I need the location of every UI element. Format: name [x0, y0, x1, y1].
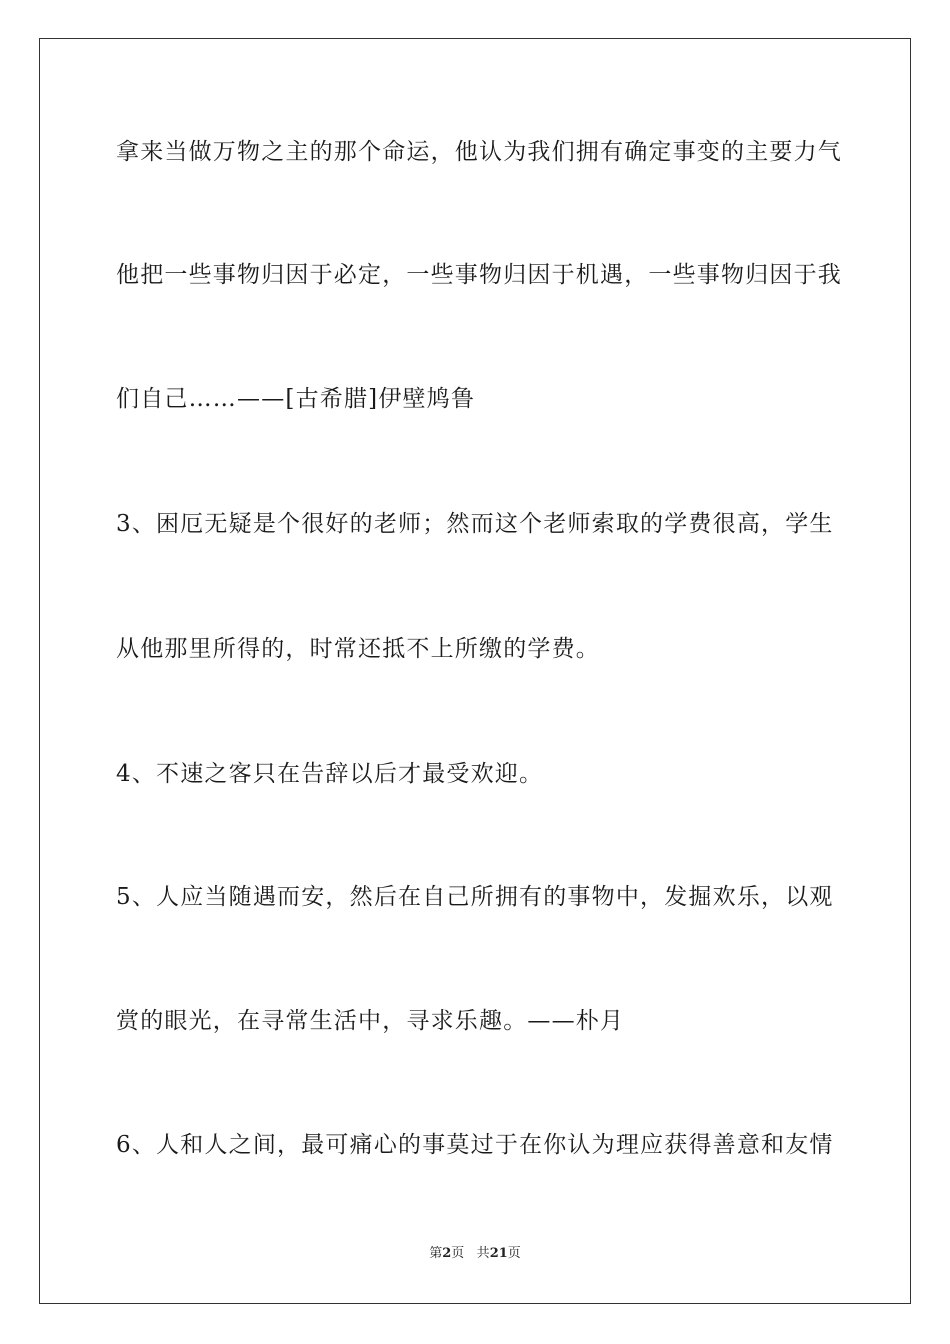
page-border: [39, 38, 911, 1304]
body-text-line-9: 6、人和人之间，最可痛心的事莫过于在你认为理应获得善意和友情: [116, 1132, 834, 1158]
footer-page-number: 2: [442, 1246, 452, 1261]
body-text-line-6: 4、不速之客只在告辞以后才最受欢迎。: [116, 761, 544, 787]
footer-total-pages: 21: [489, 1246, 508, 1261]
body-text-line-1: 拿来当做万物之主的那个命运，他认为我们拥有确定事变的主要力气: [116, 139, 842, 165]
footer-page-suffix: 页: [451, 1246, 465, 1261]
footer-page-prefix: 第: [429, 1246, 443, 1261]
body-text-line-4: 3、困厄无疑是个很好的老师；然而这个老师索取的学费很高，学生: [116, 511, 834, 537]
page-footer: [0, 1245, 950, 1263]
footer-total-suffix: 页: [507, 1246, 521, 1261]
body-text-line-8: 赏的眼光，在寻常生活中，寻求乐趣。——朴月: [116, 1008, 625, 1034]
footer-total-prefix: 共: [476, 1246, 490, 1261]
body-text-line-7: 5、人应当随遇而安，然后在自己所拥有的事物中，发掘欢乐，以观: [116, 884, 834, 910]
body-text-line-5: 从他那里所得的，时常还抵不上所缴的学费。: [116, 636, 600, 662]
body-text-line-3: 们自己……——[古希腊]伊壁鸠鲁: [116, 386, 476, 412]
body-text-line-2: 他把一些事物归因于必定，一些事物归因于机遇，一些事物归因于我: [116, 262, 842, 288]
